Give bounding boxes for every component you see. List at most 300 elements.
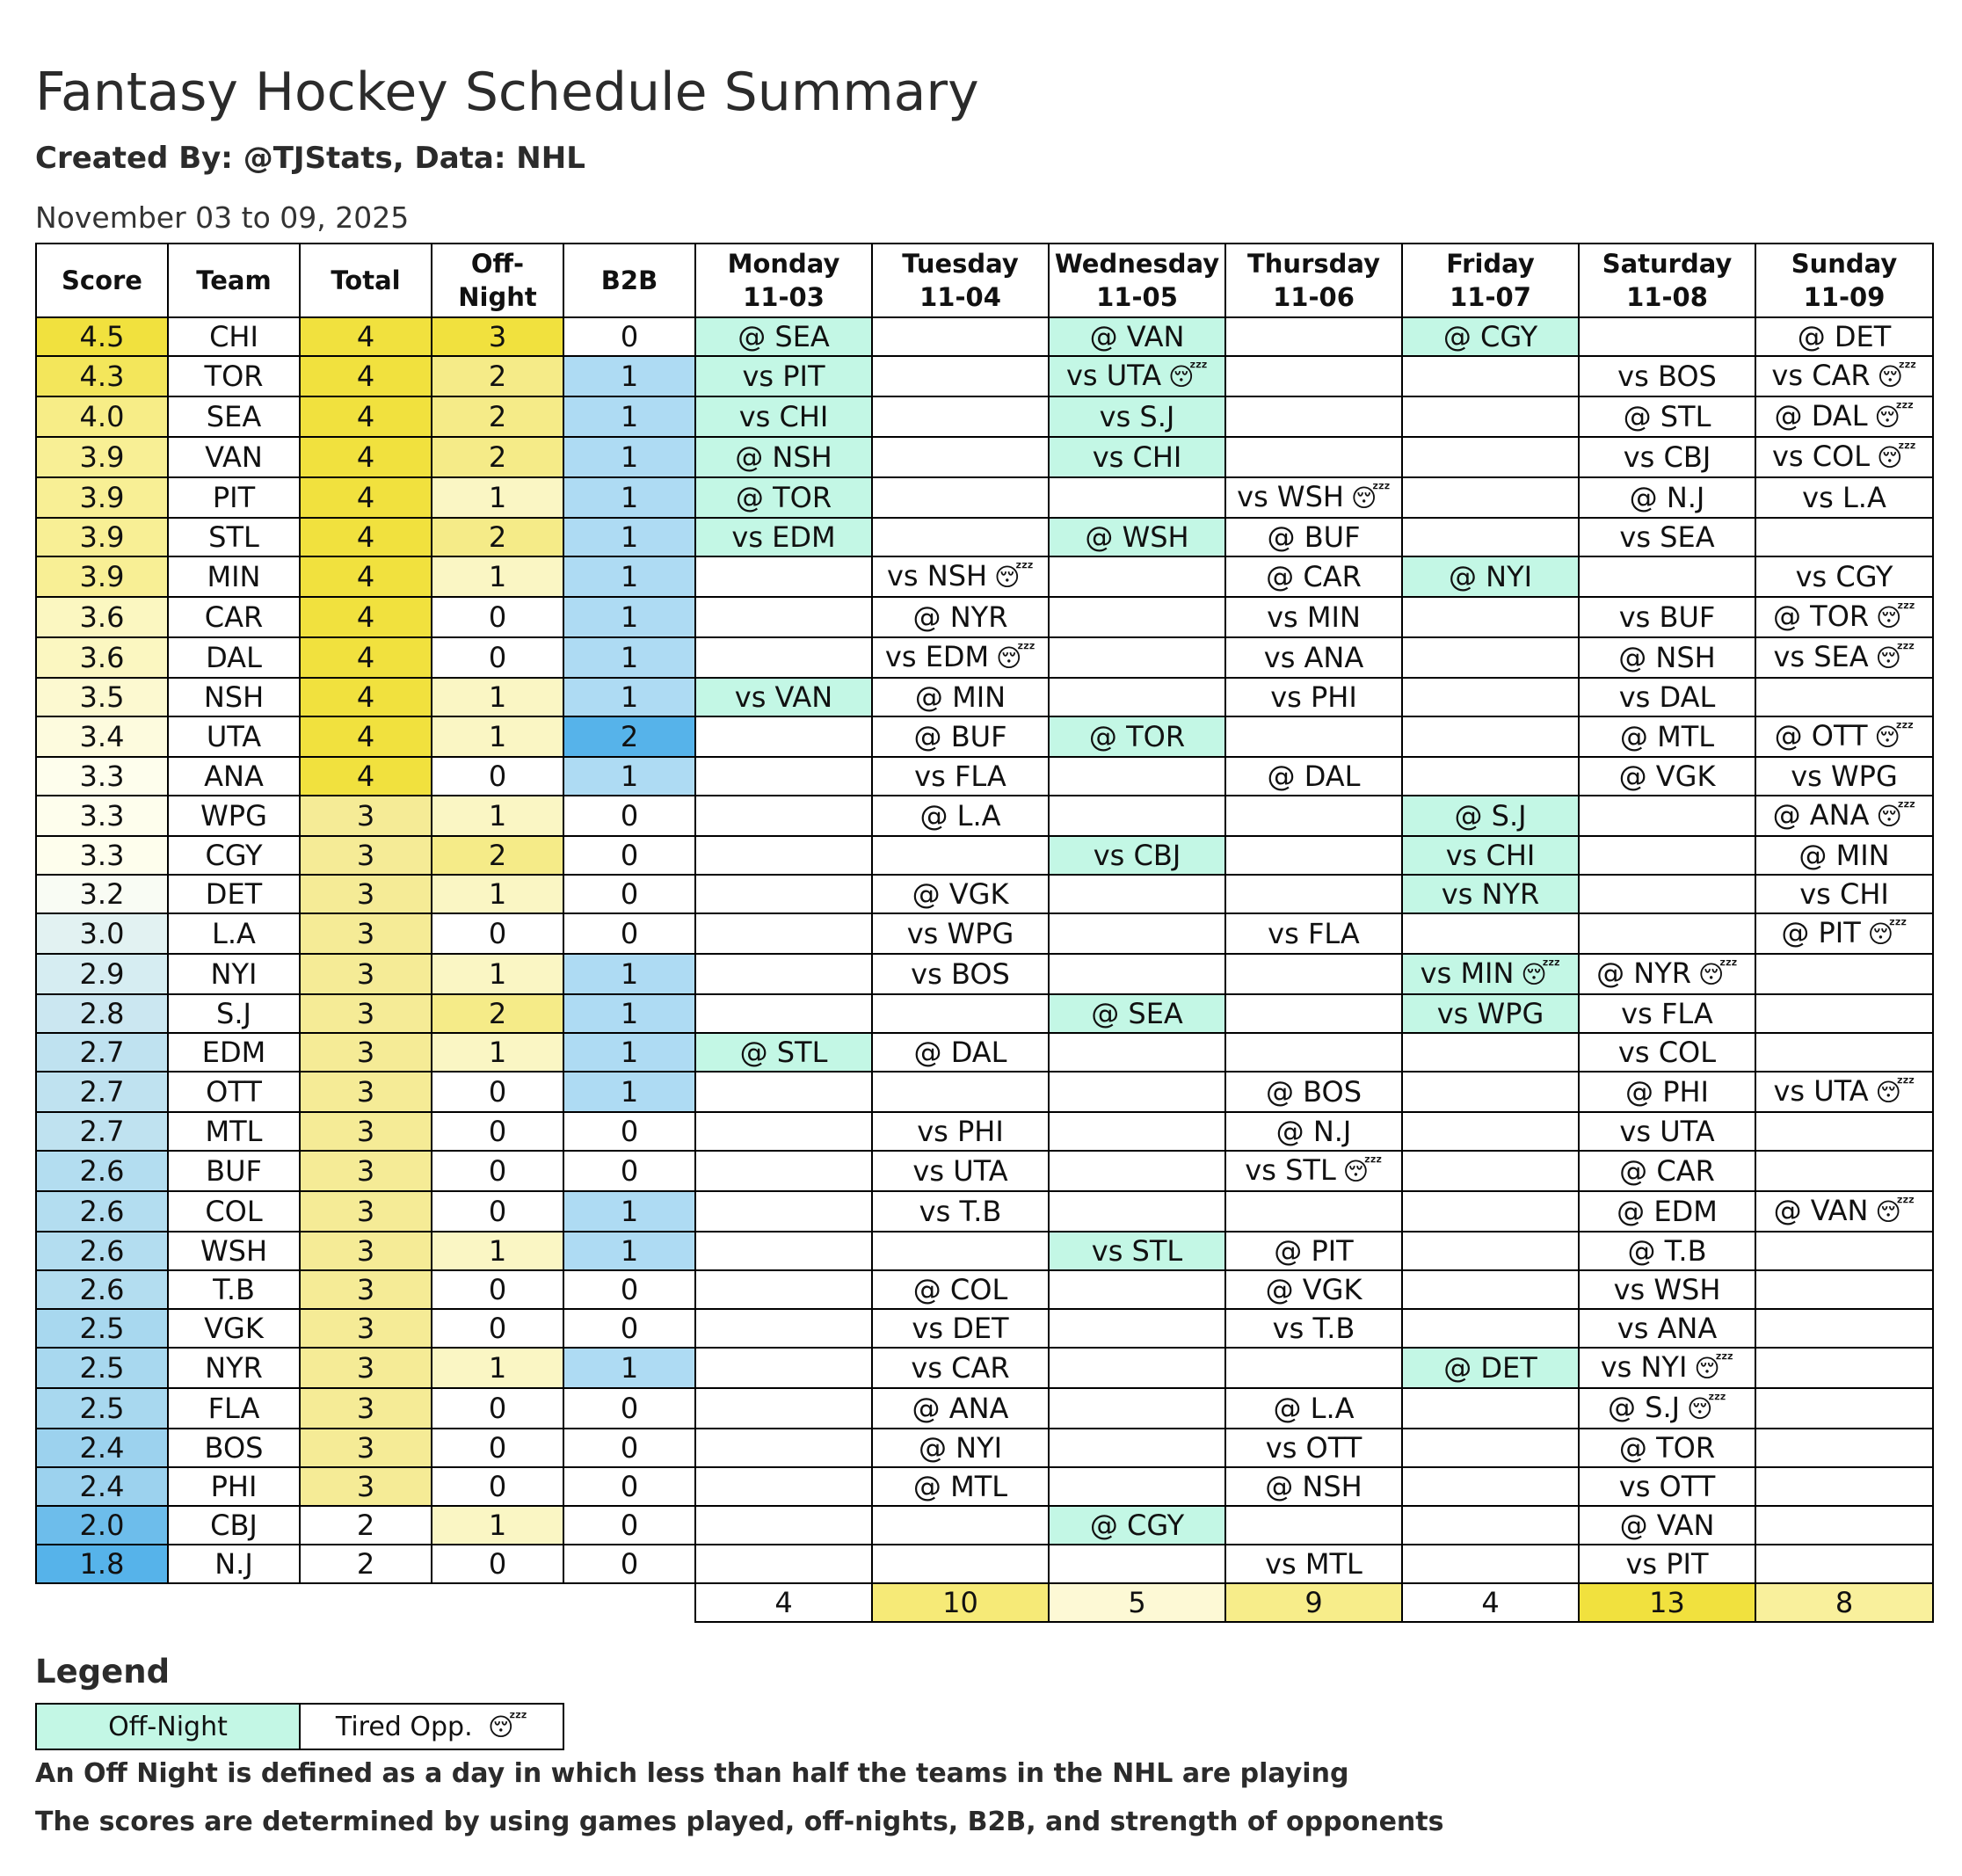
team-cell: CBJ — [168, 1506, 300, 1545]
game-opponent: @ VAN — [1773, 1194, 1869, 1227]
total-games-cell: 4 — [300, 477, 432, 518]
table-row — [36, 1348, 1933, 1388]
sleeping-face-icon: 😴 — [1876, 603, 1916, 632]
game-cell — [1049, 1072, 1225, 1112]
game-opponent: @ N.J — [1275, 1115, 1352, 1148]
team-cell: VGK — [168, 1309, 300, 1348]
total-games-cell: 3 — [300, 954, 432, 994]
game-opponent: vs T.B — [1272, 1312, 1355, 1345]
score-cell: 2.8 — [36, 994, 168, 1033]
column-header-friday — [1402, 244, 1579, 317]
game-cell — [872, 994, 1049, 1033]
game-cell — [1402, 1191, 1579, 1232]
game-cell — [872, 1270, 1049, 1309]
score-cell: 3.3 — [36, 836, 168, 875]
offnight-count-cell: 0 — [432, 1309, 563, 1348]
column-header-text: 11-05 — [1096, 282, 1178, 312]
game-cell — [872, 1112, 1049, 1151]
game-cell — [1579, 1270, 1755, 1309]
table-row — [36, 1309, 1933, 1348]
legend — [35, 1703, 564, 1750]
game-cell — [872, 518, 1049, 556]
score-cell: 3.4 — [36, 716, 168, 757]
table-row — [36, 1467, 1933, 1506]
total-games-cell: 3 — [300, 1191, 432, 1232]
game-cell — [1579, 1072, 1755, 1112]
column-header-text: 11-08 — [1626, 282, 1708, 312]
team-cell: TOR — [168, 356, 300, 396]
team-cell: EDM — [168, 1033, 300, 1072]
game-cell — [1402, 1033, 1579, 1072]
score-cell: 2.4 — [36, 1429, 168, 1467]
game-opponent: @ STL — [739, 1036, 828, 1069]
game-cell — [695, 757, 872, 796]
team-cell: COL — [168, 1191, 300, 1232]
game-cell — [695, 637, 872, 678]
game-cell — [695, 477, 872, 518]
game-cell — [1402, 1309, 1579, 1348]
game-opponent: @ NSH — [1265, 1470, 1362, 1503]
game-cell — [1049, 317, 1225, 356]
game-cell — [1755, 1151, 1933, 1191]
game-opponent: @ NYR — [912, 600, 1008, 634]
game-cell — [1579, 1309, 1755, 1348]
game-cell — [695, 1151, 872, 1191]
game-cell — [695, 1270, 872, 1309]
game-cell — [695, 597, 872, 637]
team-cell: NYR — [168, 1348, 300, 1388]
game-cell — [1049, 356, 1225, 396]
day-total-cell: 4 — [695, 1583, 872, 1622]
game-cell — [1755, 1072, 1933, 1112]
game-cell — [872, 1545, 1049, 1583]
game-cell — [695, 875, 872, 913]
game-opponent: @ VGK — [912, 877, 1009, 911]
team-cell: PHI — [168, 1467, 300, 1506]
game-cell — [695, 1072, 872, 1112]
table-row — [36, 356, 1933, 396]
b2b-count-cell: 1 — [563, 757, 695, 796]
game-opponent: @ CGY — [1089, 1509, 1185, 1542]
game-cell — [1049, 1467, 1225, 1506]
game-opponent: @ VAN — [1089, 320, 1185, 353]
b2b-count-cell: 0 — [563, 1388, 695, 1429]
game-cell — [1225, 1191, 1402, 1232]
game-cell — [695, 556, 872, 597]
game-cell — [1049, 1348, 1225, 1388]
game-cell — [872, 1232, 1049, 1270]
game-opponent: vs COL — [1771, 440, 1871, 473]
game-cell — [1049, 1429, 1225, 1467]
header-row — [36, 244, 1933, 317]
game-opponent: @ ANA — [1772, 798, 1870, 832]
game-opponent: vs OTT — [1265, 1431, 1362, 1465]
game-cell — [1579, 556, 1755, 597]
column-header-text: Sunday — [1791, 249, 1898, 279]
team-cell: DAL — [168, 637, 300, 678]
game-cell — [1579, 518, 1755, 556]
game-cell — [1579, 716, 1755, 757]
column-header-sunday — [1755, 244, 1933, 317]
game-opponent: @ CGY — [1442, 320, 1538, 353]
total-games-cell: 3 — [300, 1348, 432, 1388]
game-cell — [1579, 1112, 1755, 1151]
sleeping-face-icon: 😴 — [1350, 484, 1391, 513]
game-cell — [872, 437, 1049, 477]
b2b-count-cell: 0 — [563, 1506, 695, 1545]
sleeping-face-icon: 😴 — [1876, 802, 1916, 831]
column-header-text: 11-09 — [1803, 282, 1886, 312]
score-cell: 2.7 — [36, 1112, 168, 1151]
game-opponent: vs BUF — [1618, 600, 1716, 634]
game-opponent: @ MIN — [1798, 839, 1890, 872]
game-cell — [1579, 994, 1755, 1033]
table-row — [36, 518, 1933, 556]
game-cell — [695, 437, 872, 477]
game-opponent: vs WPG — [1791, 760, 1898, 793]
table-row — [36, 1232, 1933, 1270]
game-cell — [1049, 913, 1225, 954]
game-cell — [1049, 757, 1225, 796]
b2b-count-cell: 1 — [563, 1232, 695, 1270]
game-opponent: vs PIT — [742, 360, 825, 393]
game-opponent: vs CHI — [1799, 877, 1889, 911]
game-cell — [1755, 317, 1933, 356]
game-cell — [872, 836, 1049, 875]
legend-offnight-swatch — [36, 1704, 300, 1749]
game-cell — [1755, 678, 1933, 716]
game-cell — [1579, 1429, 1755, 1467]
table-row — [36, 716, 1933, 757]
game-cell — [1755, 994, 1933, 1033]
column-header-text: B2B — [600, 265, 658, 295]
game-opponent: @ TOR — [1618, 1431, 1716, 1465]
game-cell — [1225, 1467, 1402, 1506]
column-header-off — [432, 244, 563, 317]
game-opponent: @ VGK — [1265, 1273, 1362, 1306]
game-opponent: @ PIT — [1274, 1234, 1354, 1268]
offnight-count-cell: 1 — [432, 796, 563, 836]
game-opponent: @ SEA — [1091, 997, 1183, 1030]
game-cell — [1755, 796, 1933, 836]
game-cell — [1402, 1270, 1579, 1309]
score-cell: 3.5 — [36, 678, 168, 716]
offnight-count-cell: 0 — [432, 913, 563, 954]
offnight-count-cell: 2 — [432, 518, 563, 556]
game-cell — [1755, 1232, 1933, 1270]
total-games-cell: 4 — [300, 437, 432, 477]
score-cell: 2.7 — [36, 1072, 168, 1112]
game-opponent: @ NSH — [1618, 641, 1716, 674]
game-cell — [1755, 356, 1933, 396]
game-cell — [872, 954, 1049, 994]
game-cell — [1402, 518, 1579, 556]
game-opponent: @ TOR — [735, 481, 832, 514]
offnight-count-cell: 0 — [432, 1151, 563, 1191]
game-opponent: @ MTL — [912, 1470, 1008, 1503]
total-games-cell: 3 — [300, 1429, 432, 1467]
game-cell — [1402, 678, 1579, 716]
game-cell — [1755, 1467, 1933, 1506]
table-row — [36, 913, 1933, 954]
game-opponent: vs UTA — [1773, 1074, 1869, 1108]
game-cell — [695, 1348, 872, 1388]
game-cell — [695, 518, 872, 556]
b2b-count-cell: 0 — [563, 1270, 695, 1309]
column-header-text: 11-04 — [919, 282, 1001, 312]
game-cell — [1225, 796, 1402, 836]
offnight-count-cell: 0 — [432, 1112, 563, 1151]
game-cell — [1225, 1545, 1402, 1583]
offnight-count-cell: 0 — [432, 1388, 563, 1429]
score-cell: 2.6 — [36, 1151, 168, 1191]
game-cell — [1225, 1072, 1402, 1112]
empty-cell — [168, 1583, 300, 1622]
game-cell — [695, 1033, 872, 1072]
game-opponent: vs CHI — [738, 400, 829, 433]
sleeping-face-icon: 😴 — [1694, 1354, 1734, 1383]
b2b-count-cell: 1 — [563, 637, 695, 678]
team-cell: ANA — [168, 757, 300, 796]
team-cell: BUF — [168, 1151, 300, 1191]
game-cell — [1225, 913, 1402, 954]
b2b-count-cell: 1 — [563, 597, 695, 637]
team-cell: FLA — [168, 1388, 300, 1429]
column-header-text: Score — [62, 265, 142, 295]
game-cell — [1402, 1151, 1579, 1191]
sleeping-face-icon: 😴 — [1168, 362, 1209, 391]
game-cell — [1225, 1112, 1402, 1151]
game-cell — [1049, 1545, 1225, 1583]
table-row — [36, 757, 1933, 796]
sleeping-face-icon: 😴 — [1875, 1197, 1915, 1226]
game-cell — [1049, 836, 1225, 875]
game-cell — [695, 1112, 872, 1151]
game-cell — [695, 1545, 872, 1583]
team-cell: WPG — [168, 796, 300, 836]
game-cell — [1049, 477, 1225, 518]
game-cell — [1225, 836, 1402, 875]
score-cell: 3.0 — [36, 913, 168, 954]
total-games-cell: 4 — [300, 716, 432, 757]
game-cell — [1402, 1072, 1579, 1112]
offnight-count-cell: 1 — [432, 678, 563, 716]
game-cell — [1579, 1545, 1755, 1583]
game-opponent: @ BOS — [1265, 1075, 1362, 1109]
empty-cell — [36, 1583, 168, 1622]
game-cell — [1402, 437, 1579, 477]
game-opponent: @ NYR — [1596, 956, 1691, 990]
table-row — [36, 1072, 1933, 1112]
game-cell — [1049, 518, 1225, 556]
game-cell — [1049, 994, 1225, 1033]
total-games-cell: 4 — [300, 556, 432, 597]
game-opponent: @ TOR — [1772, 600, 1870, 633]
b2b-count-cell: 0 — [563, 796, 695, 836]
game-cell — [1049, 954, 1225, 994]
table-row — [36, 396, 1933, 437]
game-cell — [1579, 1033, 1755, 1072]
total-games-cell: 4 — [300, 317, 432, 356]
b2b-count-cell: 0 — [563, 1309, 695, 1348]
game-opponent: @ WSH — [1085, 520, 1189, 554]
game-cell — [872, 757, 1049, 796]
game-cell — [1049, 1388, 1225, 1429]
b2b-count-cell: 1 — [563, 1348, 695, 1388]
game-opponent: vs BOS — [911, 957, 1010, 991]
offnight-count-cell: 1 — [432, 875, 563, 913]
game-opponent: vs BOS — [1617, 360, 1717, 393]
offnight-count-cell: 0 — [432, 1191, 563, 1232]
game-opponent: @ OTT — [1774, 719, 1868, 753]
sleeping-face-icon: 😴 — [1877, 362, 1917, 391]
score-cell: 2.5 — [36, 1388, 168, 1429]
offnight-count-cell: 2 — [432, 994, 563, 1033]
game-cell — [695, 1191, 872, 1232]
total-games-cell: 4 — [300, 637, 432, 678]
game-cell — [1402, 1545, 1579, 1583]
offnight-count-cell: 3 — [432, 317, 563, 356]
game-cell — [872, 796, 1049, 836]
game-opponent: @ CAR — [1619, 1154, 1715, 1188]
game-cell — [1225, 556, 1402, 597]
game-cell — [1755, 396, 1933, 437]
game-cell — [1579, 1191, 1755, 1232]
total-games-cell: 3 — [300, 836, 432, 875]
game-cell — [1049, 396, 1225, 437]
game-opponent: @ VGK — [1618, 760, 1716, 793]
game-cell — [1579, 1467, 1755, 1506]
game-opponent: vs FLA — [1621, 997, 1713, 1030]
game-cell — [1402, 913, 1579, 954]
game-cell — [1579, 796, 1755, 836]
b2b-count-cell: 1 — [563, 994, 695, 1033]
legend-offnight-label: Off-Night — [108, 1711, 228, 1742]
total-games-cell: 2 — [300, 1545, 432, 1583]
b2b-count-cell: 0 — [563, 1429, 695, 1467]
game-opponent: @ MIN — [914, 680, 1006, 714]
game-cell — [1225, 757, 1402, 796]
game-cell — [1755, 477, 1933, 518]
sleeping-face-icon: 😴 — [1875, 1078, 1915, 1107]
total-games-cell: 3 — [300, 913, 432, 954]
game-cell — [1049, 1191, 1225, 1232]
offnight-count-cell: 0 — [432, 1270, 563, 1309]
b2b-count-cell: 1 — [563, 1191, 695, 1232]
total-games-cell: 4 — [300, 356, 432, 396]
table-row — [36, 796, 1933, 836]
game-cell — [1579, 875, 1755, 913]
sleeping-face-icon: 😴 — [1697, 960, 1738, 989]
column-header-tuesday — [872, 244, 1049, 317]
game-opponent: @ S.J — [1454, 799, 1527, 833]
offnight-count-cell: 2 — [432, 836, 563, 875]
b2b-count-cell: 0 — [563, 875, 695, 913]
game-cell — [1579, 1506, 1755, 1545]
game-opponent: vs WPG — [906, 917, 1014, 950]
game-opponent: @ EDM — [1617, 1195, 1718, 1228]
day-total-cell: 13 — [1579, 1583, 1755, 1622]
game-opponent: vs MIN — [1267, 600, 1361, 634]
game-cell — [695, 678, 872, 716]
game-cell — [695, 317, 872, 356]
game-cell — [1402, 637, 1579, 678]
game-cell — [1049, 637, 1225, 678]
score-cell: 2.5 — [36, 1309, 168, 1348]
game-cell — [872, 597, 1049, 637]
game-cell — [695, 716, 872, 757]
column-header-text: 11-03 — [743, 282, 825, 312]
game-cell — [1225, 518, 1402, 556]
game-opponent: vs VAN — [734, 680, 833, 714]
game-cell — [1225, 597, 1402, 637]
table-row — [36, 678, 1933, 716]
total-games-cell: 3 — [300, 994, 432, 1033]
game-opponent: vs STL — [1091, 1234, 1183, 1268]
column-header-total — [300, 244, 432, 317]
score-cell: 1.8 — [36, 1545, 168, 1583]
game-cell — [872, 637, 1049, 678]
column-header-text: Total — [331, 265, 401, 295]
game-opponent: vs EDM — [731, 520, 836, 554]
b2b-count-cell: 1 — [563, 518, 695, 556]
day-total-cell: 10 — [872, 1583, 1049, 1622]
game-cell — [1402, 356, 1579, 396]
game-cell — [1049, 716, 1225, 757]
column-header-thursday — [1225, 244, 1402, 317]
offnight-count-cell: 0 — [432, 1429, 563, 1467]
column-header-wednesday — [1049, 244, 1225, 317]
game-cell — [1225, 437, 1402, 477]
game-cell — [1225, 356, 1402, 396]
game-cell — [1049, 796, 1225, 836]
game-cell — [1579, 1151, 1755, 1191]
game-cell — [1402, 716, 1579, 757]
total-games-cell: 3 — [300, 1072, 432, 1112]
team-cell: MIN — [168, 556, 300, 597]
column-header-text: Team — [196, 265, 272, 295]
game-opponent: vs CHI — [1445, 839, 1536, 872]
b2b-count-cell: 0 — [563, 1545, 695, 1583]
game-cell — [1049, 1232, 1225, 1270]
b2b-count-cell: 0 — [563, 1151, 695, 1191]
total-games-cell: 3 — [300, 875, 432, 913]
b2b-count-cell: 0 — [563, 913, 695, 954]
column-header-saturday — [1579, 244, 1755, 317]
schedule-table — [35, 243, 1934, 1623]
game-cell — [1755, 597, 1933, 637]
game-cell — [872, 1072, 1049, 1112]
game-cell — [1579, 317, 1755, 356]
score-cell: 3.9 — [36, 556, 168, 597]
game-cell — [872, 356, 1049, 396]
game-opponent: vs UTA — [1619, 1115, 1715, 1148]
game-cell — [1225, 994, 1402, 1033]
game-opponent: vs DAL — [1618, 680, 1716, 714]
game-cell — [1755, 913, 1933, 954]
game-cell — [1579, 597, 1755, 637]
score-cell: 3.2 — [36, 875, 168, 913]
game-opponent: vs UTA — [912, 1154, 1008, 1188]
game-opponent: vs SEA — [1619, 520, 1715, 554]
game-cell — [1225, 716, 1402, 757]
b2b-count-cell: 1 — [563, 954, 695, 994]
b2b-count-cell: 1 — [563, 437, 695, 477]
sleeping-face-icon: 😴 — [1877, 443, 1917, 472]
game-cell — [872, 556, 1049, 597]
b2b-count-cell: 1 — [563, 678, 695, 716]
table-row — [36, 1388, 1933, 1429]
